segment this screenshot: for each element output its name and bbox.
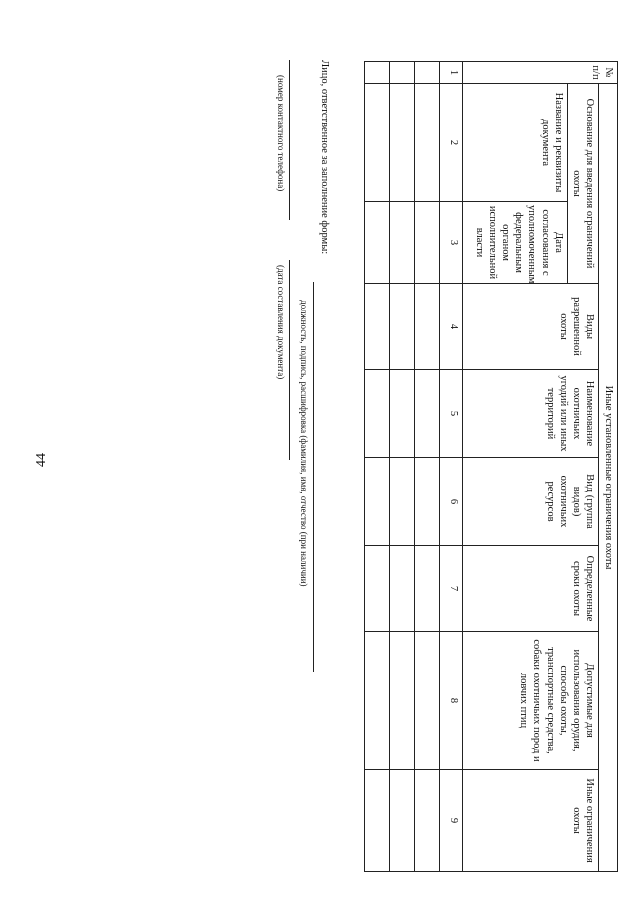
page-number: 44 — [34, 453, 49, 467]
date-line — [289, 260, 290, 460]
column-number: 8 — [439, 632, 462, 770]
table-row — [364, 62, 389, 872]
phone-line — [289, 60, 290, 220]
column-number: 7 — [439, 546, 462, 632]
header-lands: Наименование охотничьих угодий или иных территорий — [462, 370, 598, 458]
column-number: 2 — [439, 84, 462, 202]
header-other: Иные ограничения охоты — [462, 770, 598, 872]
column-number: 4 — [439, 284, 462, 370]
column-number: 1 — [439, 62, 462, 84]
table-row — [389, 62, 414, 872]
signature-line — [313, 282, 314, 672]
header-tools: Допустимые для использования орудия, способы охоты, транспортные средства, собаки охотничьих пород и ловчих птиц — [462, 632, 598, 770]
header-group-basis: Основание для введения ограничений охоты — [567, 84, 598, 284]
header-terms: Определенные сроки охоты — [462, 546, 598, 632]
column-numbers-row — [439, 62, 462, 872]
date-caption: (дата составления документа) — [276, 265, 286, 380]
responsible-person-label: Лицо, ответственное за заполнение формы: — [319, 60, 330, 255]
header-document: Название и реквизиты документа — [462, 84, 567, 202]
signature-caption: должность, подпись, расшифровка (фамилия, имя, отчество (при наличии) — [299, 300, 309, 587]
column-number: 6 — [439, 458, 462, 546]
column-number: 9 — [439, 770, 462, 872]
hunting-restrictions-table — [364, 61, 618, 872]
header-species: Вид (группа видов) охотничьих ресурсов — [462, 458, 598, 546]
column-number: 5 — [439, 370, 462, 458]
table-title: Иные установленные ограничения охоты — [599, 84, 618, 872]
header-hunting-types: Виды разрешенной охоты — [462, 284, 598, 370]
phone-caption: (номер контактного телефона) — [276, 75, 286, 192]
table-row — [414, 62, 439, 872]
header-approval-date: Дата согласования с уполномоченным федеральным органом исполнительной власти — [462, 202, 567, 284]
header-col-number: № п/п — [462, 62, 617, 84]
column-number: 3 — [439, 202, 462, 284]
